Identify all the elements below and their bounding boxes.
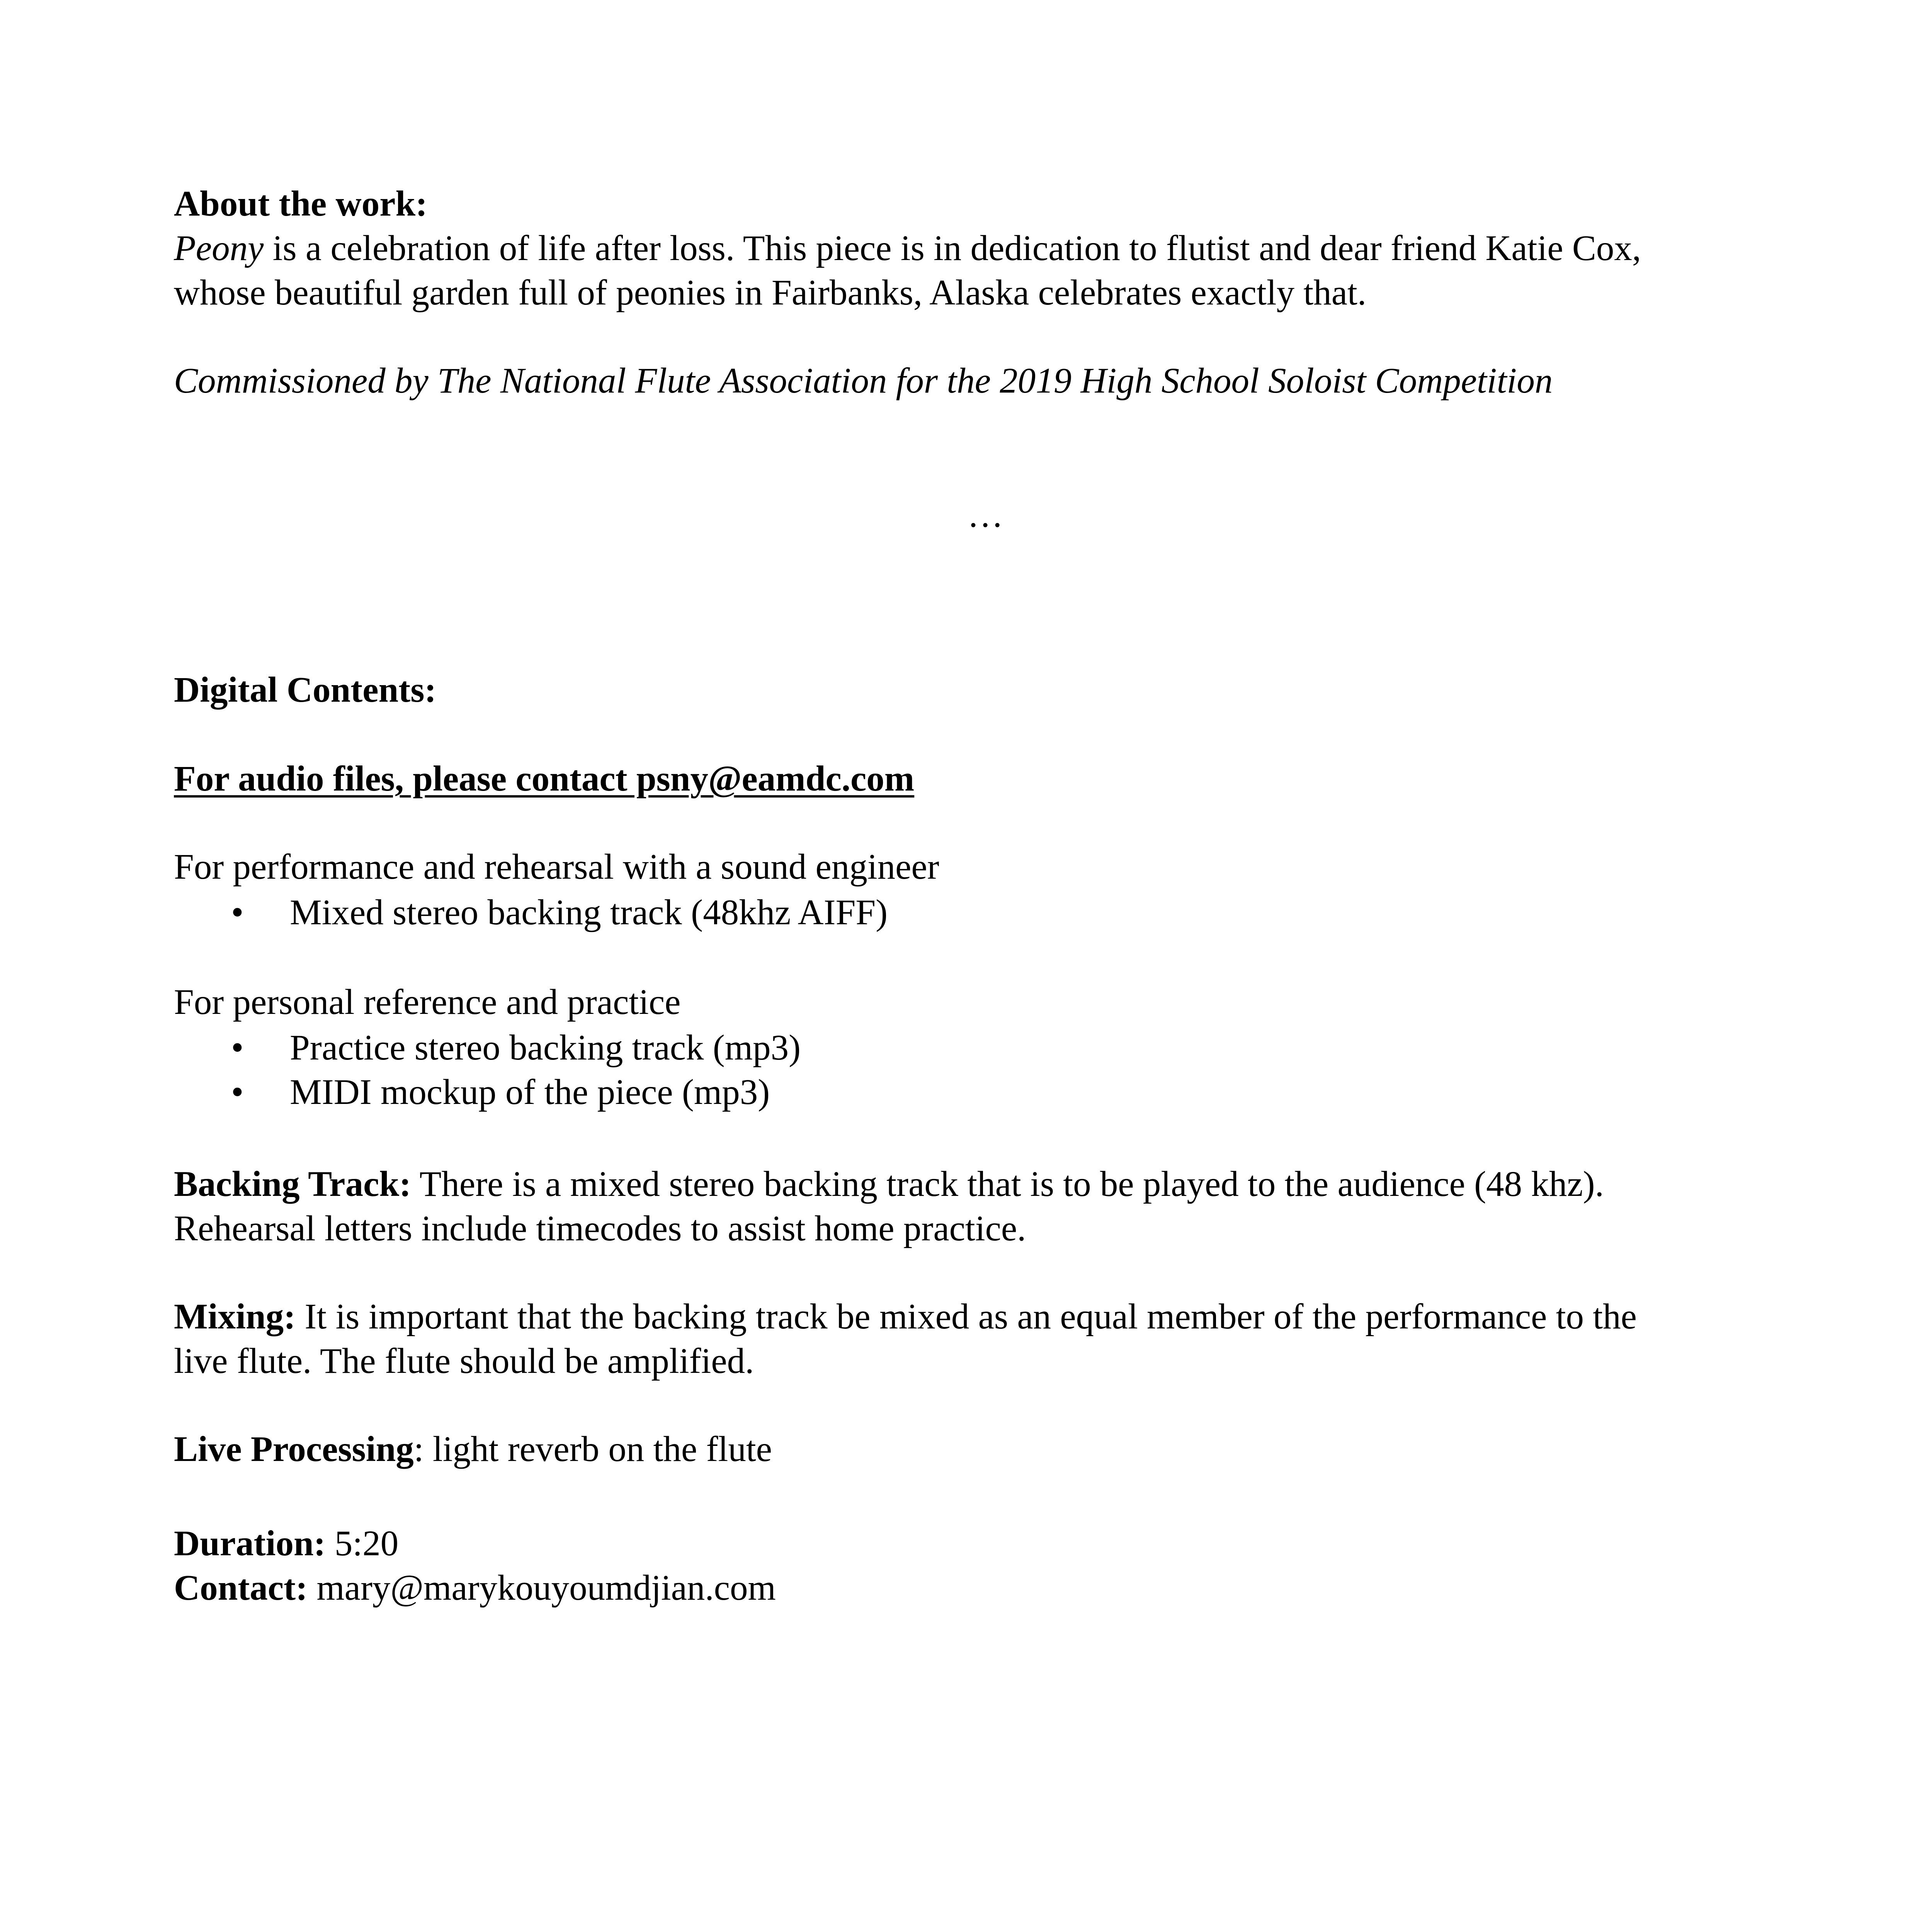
bullet-icon: • — [231, 1072, 244, 1112]
backing-track-note-line1 — [174, 1162, 1797, 1206]
duration-value: 5:20 — [325, 1524, 399, 1563]
list-item-text: Mixed stereo backing track (48khz AIFF) — [290, 893, 888, 932]
about-paragraph-line2: whose beautiful garden full of peonies in Fairbanks, Alaska celebrates exactly that. — [174, 273, 1367, 313]
bullet-icon: • — [231, 1028, 244, 1068]
piece-title: Peony — [174, 228, 264, 268]
bullet-icon: • — [231, 893, 244, 932]
live-processing-note — [174, 1427, 1797, 1471]
list-item-text: MIDI mockup of the piece (mp3) — [290, 1072, 770, 1112]
contact-line — [174, 1566, 1797, 1610]
contact-email: mary@marykouyoumdjian.com — [308, 1568, 776, 1608]
about-paragraph-line1 — [174, 226, 1797, 270]
practice-items-list — [174, 1026, 801, 1115]
contact-label: Contact: — [174, 1568, 308, 1608]
live-processing-text: : light reverb on the flute — [413, 1429, 772, 1469]
duration-line — [174, 1521, 1797, 1566]
list-item — [174, 890, 888, 935]
performance-items-list — [174, 890, 888, 935]
practice-group-intro: For personal reference and practice — [174, 982, 681, 1022]
section-separator: … — [967, 495, 1003, 535]
mixing-label: Mixing: — [174, 1297, 296, 1337]
about-line1-text: is a celebration of life after loss. This piece is in dedication to flutist and dear friend Katie Cox, — [264, 228, 1641, 268]
about-heading: About the work: — [174, 184, 428, 224]
backing-track-note-line2: Rehearsal letters include timecodes to assist home practice. — [174, 1209, 1026, 1248]
performance-group-intro: For performance and rehearsal with a sound engineer — [174, 847, 939, 887]
backing-track-text: There is a mixed stereo backing track that is to be played to the audience (48 khz). — [411, 1164, 1604, 1204]
commission-note: Commissioned by The National Flute Association for the 2019 High School Soloist Competition — [174, 361, 1553, 401]
list-item — [174, 1070, 801, 1114]
live-processing-label: Live Processing — [174, 1429, 414, 1469]
digital-contents-heading: Digital Contents: — [174, 670, 437, 710]
mixing-text: It is important that the backing track be mixed as an equal member of the performance to the — [296, 1297, 1637, 1337]
backing-track-label: Backing Track: — [174, 1164, 412, 1204]
list-item — [174, 1026, 801, 1070]
mixing-note-line2: live flute. The flute should be amplified. — [174, 1341, 754, 1381]
audio-files-contact: For audio files, please contact psny@eamdc.com — [174, 759, 915, 799]
list-item-text: Practice stereo backing track (mp3) — [290, 1028, 801, 1068]
duration-label: Duration: — [174, 1524, 326, 1563]
mixing-note-line1 — [174, 1294, 1797, 1339]
